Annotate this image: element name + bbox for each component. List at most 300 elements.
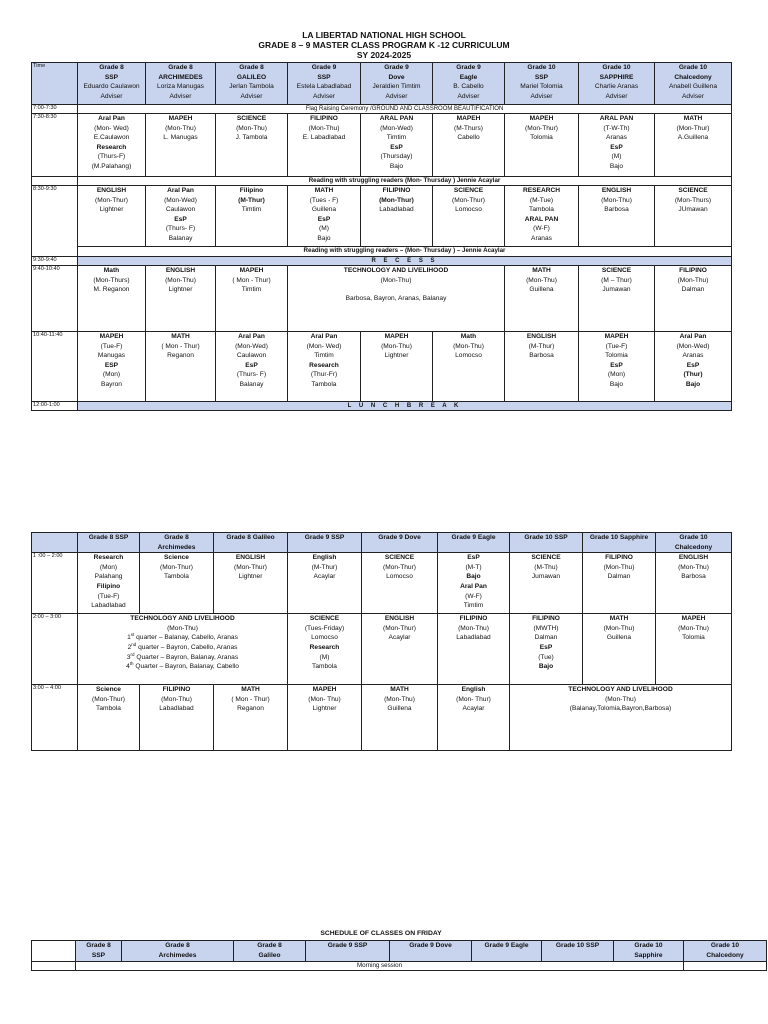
time-slot: 9:30-9:40 <box>32 257 78 266</box>
cell-line: MATH <box>683 115 703 122</box>
cell-line: MATH <box>532 267 551 274</box>
cell-line: Research <box>93 554 124 562</box>
cell-line: Adviser <box>530 92 553 100</box>
class-cell <box>579 266 655 332</box>
period-row-0830 <box>32 186 732 247</box>
cell-line: (Mon-Thu) <box>384 695 415 703</box>
cell-line: Lightner <box>168 286 193 294</box>
section-header <box>579 63 655 105</box>
period-row-0730 <box>32 114 732 177</box>
section-header <box>614 941 684 962</box>
cell-line: Grade 8 <box>257 942 282 949</box>
reading-program-row <box>32 247 732 257</box>
tle-rotation-cell <box>78 614 288 685</box>
cell-line: (Mon-Thur) <box>160 563 193 571</box>
section-header <box>76 941 122 962</box>
cell-line: ARAL PAN <box>379 115 414 122</box>
cell-line: (Mon-Thu) <box>677 276 709 284</box>
cell-line: MAPEH <box>529 115 554 122</box>
cell-line: Adviser <box>605 92 628 100</box>
cell-line: Balanay <box>239 380 264 388</box>
cell-line: FILIPINO <box>459 615 488 623</box>
cell-line: MAPEH <box>99 333 124 340</box>
cell-line: (M.Palahang) <box>91 162 132 170</box>
cell-line: Adviser <box>313 92 335 100</box>
time-slot: 7:30-8:30 <box>32 114 78 177</box>
cell-line: (Mon-Thu) <box>603 563 635 571</box>
cell-line: Chalcedony <box>706 951 744 959</box>
class-cell <box>216 114 288 177</box>
section-header <box>361 63 433 105</box>
cell-line: (M-Tue) <box>529 196 554 204</box>
cell-line: Reganon <box>167 352 194 360</box>
cell-line: Archimedes <box>158 951 197 959</box>
reading-program-note: Reading with struggling readers – (Mon- Thursday ) – Jennie Acaylar <box>78 247 732 257</box>
class-cell <box>510 553 583 614</box>
cell-line: Bajo <box>538 663 554 671</box>
cell-line: Aral Pan <box>310 333 338 340</box>
cell-line: Reganon <box>237 705 264 713</box>
cell-line: Guillena <box>606 634 632 642</box>
class-cell <box>433 332 505 402</box>
class-cell <box>288 685 362 751</box>
cell-line: MAPEH <box>312 686 337 694</box>
cell-line: Bajo <box>389 162 404 170</box>
cell-line: Lightner <box>384 352 409 360</box>
cell-line: EsP <box>610 143 623 151</box>
cell-line: FILIPINO <box>532 615 560 623</box>
cell-line: (M) <box>319 653 330 661</box>
cell-line: (Mon- Thu) <box>308 695 341 703</box>
class-cell <box>216 332 288 402</box>
cell-line: Grade 10 <box>679 534 708 541</box>
cell-line: Barbosa, Bayron, Aranas, Balanay <box>345 295 447 303</box>
quarter-line: 1st quarter – Balanay, Cabello, Aranas <box>127 632 238 642</box>
cell-line: ENGLISH <box>96 187 127 194</box>
class-cell <box>438 553 510 614</box>
cell-line: SSP <box>104 73 119 81</box>
class-cell <box>288 332 361 402</box>
section-header <box>655 63 732 105</box>
cell-line: Timtim <box>241 286 262 294</box>
cell-line: Jerlan Tambola <box>229 83 274 91</box>
cell-line: (Mon-Thu) <box>678 624 709 632</box>
cell-line: (M-Thu) <box>534 563 558 571</box>
cell-line: Math <box>460 333 477 340</box>
section-header <box>505 63 579 105</box>
class-cell <box>510 614 583 685</box>
cell-line: Aral Pan <box>238 333 265 340</box>
class-cell <box>146 114 216 177</box>
cell-line: Estela Labadlabad <box>296 83 352 91</box>
section-header <box>684 941 767 962</box>
class-cell <box>361 114 433 177</box>
cell-line: MAPEH <box>239 267 264 274</box>
cell-line: (Mon-Thu) <box>167 624 198 632</box>
cell-line: (Mon-Thurs) <box>674 196 712 204</box>
class-cell <box>579 114 655 177</box>
section-header <box>362 533 438 553</box>
section-header <box>216 63 288 105</box>
cell-line: Research <box>309 361 339 369</box>
cell-line: EsP <box>610 361 623 369</box>
cell-line: Grade 9 Eagle <box>451 534 496 541</box>
cell-line: (Thurs- F) <box>236 371 267 379</box>
class-cell <box>362 685 438 751</box>
cell-line: SCIENCE <box>384 554 415 562</box>
cell-line: English <box>461 686 486 694</box>
cell-line: (Tues-Friday) <box>304 624 345 632</box>
cell-line: (Mon-Thu) <box>605 695 636 703</box>
period-row-0100 <box>32 553 732 614</box>
cell-line: (Mon-Thurs) <box>93 276 130 284</box>
cell-line: Sapphire <box>634 951 663 959</box>
quarter-line: 3rd Quarter – Bayron, Balanay, Aranas <box>126 651 239 661</box>
cell-line: FILIPINO <box>679 267 707 274</box>
cell-line: (Mon-Thu) <box>603 624 635 632</box>
cell-line: (Mon-Wed) <box>164 196 197 204</box>
class-cell <box>146 186 216 247</box>
class-cell <box>655 332 732 402</box>
cell-line: Lomocso <box>311 634 338 642</box>
cell-line: Lightner <box>312 705 337 713</box>
class-cell <box>288 186 361 247</box>
period-row-0940 <box>32 266 732 332</box>
friday-schedule-caption: SCHEDULE OF CLASSES ON FRIDAY <box>320 930 442 937</box>
section-header <box>472 941 542 962</box>
cell-line: Grade 9 SSP <box>327 942 368 949</box>
cell-line: Adviser <box>457 92 480 100</box>
class-cell <box>579 186 655 247</box>
cell-line: Bajo <box>685 380 701 388</box>
cell-line: Dalman <box>534 634 558 642</box>
cell-line: MAPEH <box>456 115 481 122</box>
document-header <box>0 30 768 60</box>
cell-line: Labadlabad <box>456 634 491 642</box>
cell-line: Research <box>309 643 340 651</box>
cell-line: (Mon-Thur) <box>95 196 128 204</box>
cell-line: Guillena <box>311 206 337 214</box>
cell-line: J. Tambola <box>235 134 268 142</box>
section-header <box>390 941 472 962</box>
section-header <box>288 533 362 553</box>
cell-line: (Mon-Wed) <box>380 124 413 132</box>
cell-line: E. Labadlabad <box>302 134 346 142</box>
cell-line: Grade 10 <box>602 64 631 71</box>
cell-line: Grade 8 <box>86 942 111 949</box>
cell-line: FILIPINO <box>605 554 633 562</box>
cell-line: (Mon- Wed) <box>306 342 342 350</box>
cell-line: Grade 9 <box>311 64 337 71</box>
cell-line: Grade 10 <box>710 942 740 949</box>
morning-session-label: Morning session <box>76 962 684 971</box>
cell-line: EsP <box>686 361 700 369</box>
cell-line: ARAL PAN <box>599 115 634 122</box>
cell-line: Tolomia <box>682 634 705 642</box>
cell-line: Timtim <box>314 352 334 360</box>
flag-ceremony-row <box>32 105 732 114</box>
recess-row <box>32 257 732 266</box>
cell-line: (W-F) <box>533 225 550 233</box>
cell-line: Tambola <box>164 573 189 581</box>
cell-line: Bajo <box>609 162 624 170</box>
class-cell <box>583 614 656 685</box>
cell-line: Filipino <box>96 582 121 590</box>
section-header <box>542 941 614 962</box>
cell-line: (Thur-Fr) <box>310 371 338 379</box>
cell-line: Dalman <box>681 286 705 294</box>
time-slot: 8:30-9:30 <box>32 186 78 257</box>
quarter-line: 4th Quarter – Bayron, Balanay, Cabello <box>126 660 239 671</box>
class-cell <box>140 553 214 614</box>
cell-line: SSP <box>534 73 549 81</box>
cell-line: ENGLISH <box>678 554 709 562</box>
cell-line: (Tue-F) <box>605 342 628 350</box>
cell-line: Tambola <box>96 705 121 713</box>
cell-line: ENGLISH <box>601 187 632 194</box>
cell-line: Research <box>96 143 127 151</box>
cell-line: Mariel Tolomia <box>520 83 563 91</box>
cell-line: Labadlabad <box>159 705 194 713</box>
reading-program-row <box>32 177 732 186</box>
cell-line: Manugas <box>97 352 126 360</box>
cell-line: Filipino <box>239 187 264 194</box>
cell-line: ENGLISH <box>235 554 266 562</box>
cell-line: (Mon- Wed) <box>94 124 129 132</box>
cell-line: EsP <box>174 215 187 223</box>
cell-line: Lightner <box>99 206 124 214</box>
cell-line: Cabello <box>457 134 480 142</box>
section-header <box>288 63 361 105</box>
cell-line: EsP <box>317 215 331 223</box>
time-slot: 2:00 – 3:00 <box>32 614 78 685</box>
cell-line: Chalcedony <box>674 73 712 81</box>
cell-line: MAPEH <box>168 115 193 122</box>
class-cell <box>361 186 433 247</box>
cell-line: (W-F) <box>465 592 482 600</box>
cell-line: Chalcedony <box>674 543 713 551</box>
section-header-row <box>32 63 732 105</box>
cell-line: (M-Thur) <box>311 563 338 571</box>
cell-line: SSP <box>91 951 106 959</box>
class-cell <box>78 266 146 332</box>
cell-line: Lightner <box>238 573 263 581</box>
cell-line: Adviser <box>682 92 704 100</box>
cell-line: Aranas <box>682 352 704 360</box>
section-header <box>146 63 216 105</box>
cell-line: Grade 8 SSP <box>88 534 129 541</box>
cell-line: Timtim <box>241 206 262 214</box>
cell-line: MAPEH <box>384 333 409 340</box>
class-cell <box>216 266 288 332</box>
afternoon-class-program-table <box>31 532 732 751</box>
cell-line: Bajo <box>466 573 481 581</box>
cell-line: SAPPHIRE <box>599 73 634 81</box>
cell-line: (Mon-Thur) <box>676 124 710 132</box>
cell-line: Caulawon <box>236 352 267 360</box>
cell-line: (Mon- Thur) <box>456 695 491 703</box>
cell-line: English <box>312 554 337 562</box>
class-cell <box>655 186 732 247</box>
cell-line: (Mon-Thu) <box>161 695 192 703</box>
cell-line: Balanay <box>168 234 193 242</box>
cell-line: (Mon-Thur) <box>92 695 125 703</box>
cell-line: (Mon-Thu) <box>458 624 489 632</box>
cell-line: Grade 8 <box>165 942 190 949</box>
cell-line: SCIENCE <box>236 115 267 122</box>
reading-program-note: Reading with struggling readers (Mon- Thursday ) Jennie Acaylar <box>78 177 732 186</box>
cell-line: Science <box>96 686 121 694</box>
cell-line: Science <box>164 554 189 562</box>
cell-line: Palahang <box>94 573 123 581</box>
cell-line: SCIENCE <box>453 187 484 194</box>
cell-line: (M-Thur) <box>238 196 265 204</box>
class-cell <box>361 332 433 402</box>
section-header <box>438 533 510 553</box>
class-cell <box>433 186 505 247</box>
class-cell <box>505 114 579 177</box>
cell-line: EsP <box>467 554 480 562</box>
class-cell <box>216 186 288 247</box>
cell-line: TECHNOLOGY AND LIVELIHOOD <box>343 267 449 274</box>
cell-line: Grade 10 SSP <box>555 942 600 949</box>
section-header <box>78 533 140 553</box>
class-cell <box>655 114 732 177</box>
cell-line: Barbosa <box>604 206 629 214</box>
cell-line: MATH <box>390 686 409 694</box>
cell-line: FILIPINO <box>310 115 338 122</box>
cell-line: (Mon-Thur) <box>383 563 416 571</box>
cell-line: (Mon-Thur) <box>234 563 267 571</box>
cell-line: (Mon-Thur) <box>383 624 416 632</box>
cell-line: Bayron <box>101 380 122 388</box>
cell-line: Adviser <box>100 92 123 100</box>
cell-line: Tolomia <box>530 134 553 142</box>
cell-line: Barbosa <box>529 352 554 360</box>
cell-line: A.Guillena <box>677 134 709 142</box>
cell-line: Charlie Aranas <box>594 83 639 91</box>
cell-line: Lomocso <box>386 573 413 581</box>
class-cell <box>288 114 361 177</box>
cell-line: SCIENCE <box>309 615 340 623</box>
cell-line: FILIPINO <box>162 686 191 694</box>
cell-line: Jeraldien Timtim <box>372 83 421 91</box>
time-slot: 7:00-7:30 <box>32 105 78 114</box>
cell-line: Labadlabad <box>379 206 414 214</box>
cell-line: Grade 8 <box>99 64 124 71</box>
cell-line: Loriza Manugas <box>157 83 204 91</box>
cell-line: Grade 8 <box>239 64 264 71</box>
school-year: SY 2024-2025 <box>356 50 412 60</box>
cell-line: Tolomia <box>605 352 628 360</box>
cell-line: SCIENCE <box>678 187 708 194</box>
tle-cell <box>510 685 732 751</box>
cell-line: ARAL PAN <box>524 215 559 223</box>
cell-line: Bajo <box>317 234 331 242</box>
cell-line: (T-W-Th) <box>603 124 630 132</box>
cell-line: (Mon-Thu) <box>678 563 709 571</box>
cell-line: Grade 9 Eagle <box>484 942 529 949</box>
cell-line: MAPEH <box>681 615 706 623</box>
cell-line: EsP <box>245 361 258 369</box>
cell-line: SCIENCE <box>531 554 561 562</box>
flag-ceremony-activity: Flag Raising Ceremony /GROUND AND CLASSROOM BEAUTIFICATION <box>78 105 732 114</box>
cell-line: Aral Pan <box>167 187 194 194</box>
cell-line: Grade 10 <box>634 942 663 949</box>
section-header <box>656 533 732 553</box>
cell-line: (M) <box>319 225 329 233</box>
class-cell <box>214 553 288 614</box>
time-slot: 1 :00 – 2:00 <box>32 553 78 614</box>
lunch-row <box>32 402 732 411</box>
cell-line: Tambola <box>312 663 337 671</box>
cell-line: L. Manugas <box>163 134 198 142</box>
cell-line: ESP <box>104 361 119 369</box>
cell-line: (Mon-Thu) <box>165 124 196 132</box>
cell-line: SCIENCE <box>601 267 632 274</box>
cell-line: Grade 9 Dove <box>378 534 421 541</box>
cell-line: Eduardo Caulawon <box>83 83 140 91</box>
cell-line: (Mon-Thur) <box>379 196 414 204</box>
section-header <box>140 533 214 553</box>
cell-line: (Thurs- F) <box>165 225 196 233</box>
cell-line: Lomocso <box>455 352 482 360</box>
cell-line: ( Mon - Thur) <box>232 276 271 284</box>
section-header <box>122 941 234 962</box>
cell-line: Jumawan <box>531 573 561 581</box>
cell-line: ENGLISH <box>526 333 557 340</box>
cell-line: Acaylar <box>313 573 336 581</box>
class-cell <box>78 685 140 751</box>
cell-line: B. Cabello <box>453 83 484 91</box>
cell-line: (Mon-Thu) <box>308 124 340 132</box>
cell-line: Lomocso <box>455 206 482 214</box>
cell-line: Adviser <box>385 92 408 100</box>
section-header <box>214 533 288 553</box>
cell-line: (Tue) <box>538 653 554 661</box>
cell-line: (Balanay,Tolomia,Bayron,Barbosa) <box>569 705 672 713</box>
class-cell <box>656 614 732 685</box>
cell-line: (Mon-Thu) <box>453 342 484 350</box>
cell-line: Timtim <box>386 134 407 142</box>
cell-line: MATH <box>241 686 260 694</box>
time-slot: 10:40-11:40 <box>32 332 78 402</box>
cell-line: Math <box>103 267 120 274</box>
cell-line: Adviser <box>240 92 263 100</box>
cell-line: (Mon) <box>102 371 121 379</box>
class-cell <box>140 685 214 751</box>
period-row-1040 <box>32 332 732 402</box>
cell-line: Grade 9 SSP <box>304 534 345 541</box>
cell-line: (Mon-Thu) <box>236 124 267 132</box>
cell-line: M. Reganon <box>93 286 130 294</box>
class-cell <box>362 614 438 685</box>
cell-line: MATH <box>609 615 629 623</box>
cell-line: Caulawon <box>165 206 196 214</box>
cell-line: Grade 10 <box>527 64 556 71</box>
cell-line: (M-Thurs) <box>454 124 483 132</box>
class-cell <box>505 266 579 332</box>
class-cell <box>78 332 146 402</box>
cell-line: MATH <box>171 333 190 340</box>
class-cell <box>78 114 146 177</box>
cell-line: (Mon-Thur) <box>452 196 485 204</box>
cell-line: RESEARCH <box>522 187 560 194</box>
class-cell <box>656 553 732 614</box>
period-row-0200 <box>32 614 732 685</box>
cell-line: Eagle <box>459 73 478 81</box>
cell-line: Tambola <box>529 206 554 214</box>
